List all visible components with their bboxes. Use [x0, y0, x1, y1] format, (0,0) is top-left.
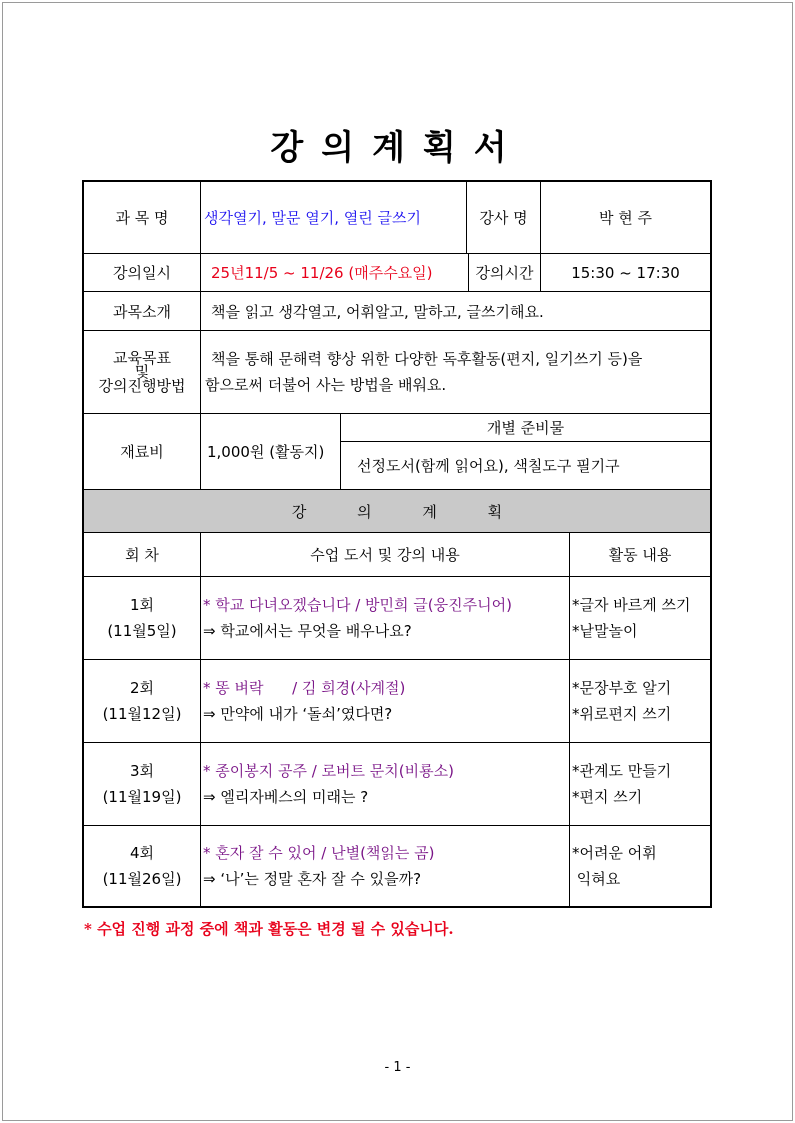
session-activity: *글자 바르게 쓰기 *낱말놀이 [570, 577, 710, 660]
session-num: 3회 (11월19일) [84, 743, 201, 826]
course-label: 과 목 명 [84, 182, 201, 254]
session-content: * 혼자 잘 수 있어 / 난별(책읽는 곰) ⇒ ‘나’는 정말 혼자 잘 수 있을까? [201, 826, 570, 906]
goal-value: 책을 통해 문해력 향상 위한 다양한 독후활동(편지, 일기쓰기 등)을 함으로써 더불어 사는 방법을 배워요. [201, 331, 710, 414]
time-label: 강의시간 [469, 254, 541, 292]
session-num: 4회 (11월26일) [84, 826, 201, 906]
goal-label: 교육목표 및 강의진행방법 [84, 331, 201, 414]
intro-value: 책을 읽고 생각열고, 어휘알고, 말하고, 글쓰기해요. [201, 292, 710, 331]
time-value: 15:30 ~ 17:30 [541, 254, 710, 292]
prep-label: 개별 준비물 [341, 414, 710, 442]
page-number: - 1 - [384, 1060, 411, 1075]
intro-label: 과목소개 [84, 292, 201, 331]
instructor-label: 강사 명 [467, 182, 541, 254]
session-content: * 똥 벼락 / 김 희경(사계절) ⇒ 만약에 내가 ‘돌쇠’였다면? [201, 660, 570, 743]
session-num: 2회 (11월12일) [84, 660, 201, 743]
course-name: 생각열기, 말문 열기, 열린 글쓰기 [201, 182, 467, 254]
prep-value: 선정도서(함께 읽어요), 색칠도구 필기구 [341, 442, 710, 490]
date-label: 강의일시 [84, 254, 201, 292]
session-content: * 학교 다녀오겠습니다 / 방민희 글(웅진주니어) ⇒ 학교에서는 무엇을 배우나요? [201, 577, 570, 660]
material-value: 1,000원 (활동지) [201, 414, 341, 490]
col-session: 회 차 [84, 533, 201, 577]
col-content: 수업 도서 및 강의 내용 [201, 533, 570, 577]
instructor-name: 박 현 주 [541, 182, 710, 254]
date-value: 25년11/5 ~ 11/26 (매주수요일) [201, 254, 469, 292]
session-content: * 종이봉지 공주 / 로버트 문치(비룡소) ⇒ 엘리자베스의 미래는 ? [201, 743, 570, 826]
session-num: 1회 (11월5일) [84, 577, 201, 660]
session-activity: *어려운 어휘 익혀요 [572, 844, 657, 888]
session-activity: *관계도 만들기 *편지 쓰기 [570, 743, 710, 826]
material-label: 재료비 [84, 414, 201, 490]
plan-header: 강 의 계 획 [84, 490, 710, 533]
session-activity: *문장부호 알기 *위로편지 쓰기 [570, 660, 710, 743]
page-title: 강의계획서 [270, 128, 525, 168]
col-activity: 활동 내용 [570, 533, 710, 577]
footnote: * 수업 진행 과정 중에 책과 활동은 변경 될 수 있습니다. [84, 920, 454, 938]
